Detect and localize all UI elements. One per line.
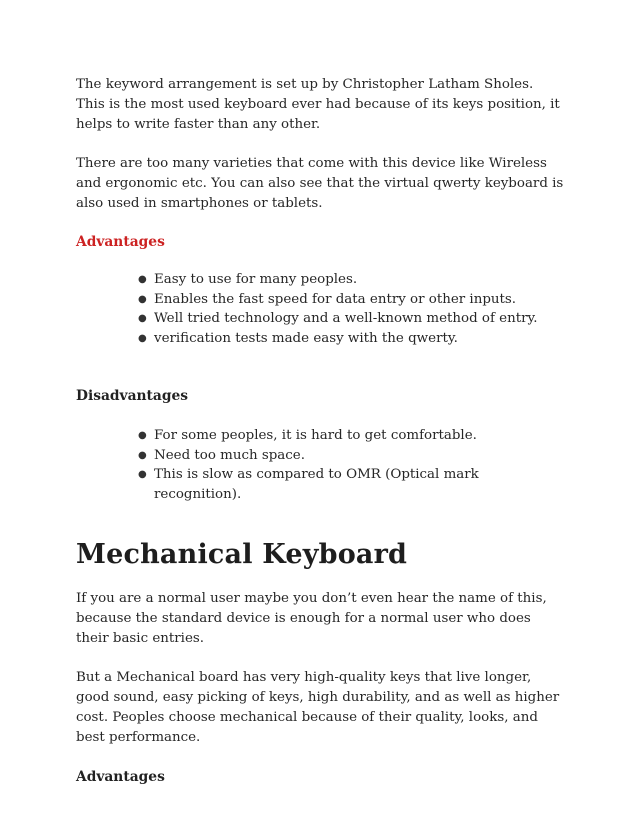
list-item-text: Easy to use for many peoples.	[154, 272, 358, 287]
list-item-text: Need too much space.	[154, 447, 305, 463]
paragraph-qwerty-history: The keyword arrangement is set up by Christopher Latham Sholes. This is the most used keyboard ever had because of its keys position, it helps to write faster than any other.	[76, 77, 560, 132]
mechanical-keyboard-title: Mechanical Keyboard	[76, 539, 408, 570]
list-item-text: Well tried technology and a well-known method of entry.	[154, 311, 538, 326]
list-item	[138, 329, 566, 349]
bullet-icon: ●	[138, 293, 147, 305]
mechanical-advantages-heading: Advantages	[76, 769, 165, 785]
list-item	[138, 446, 566, 466]
document-page	[76, 62, 566, 787]
disadvantages-list	[76, 426, 566, 504]
paragraph-mechanical-details: But a Mechanical board has very high-quality keys that live longer, good sound, easy picking of keys, high durability, and as well as higher cost. Peoples choose mechanical because of their quality, looks, and best performance.	[76, 670, 560, 745]
list-item	[138, 465, 566, 504]
list-item	[138, 270, 566, 290]
list-item	[138, 426, 566, 446]
list-item-text: verification tests made easy with the qwerty.	[154, 330, 458, 346]
bullet-icon: ●	[138, 469, 147, 480]
paragraph-qwerty-varieties: There are too many varieties that come with this device like Wireless and ergonomic etc. You can also see that the virtual qwerty keyboard is also used in smartphones or tablets.	[76, 156, 564, 211]
bullet-icon: ●	[138, 274, 147, 285]
list-item-text: Enables the fast speed for data entry or other inputs.	[154, 291, 517, 307]
bullet-icon: ●	[138, 332, 147, 344]
bullet-icon: ●	[138, 449, 147, 461]
bullet-icon: ●	[138, 430, 147, 441]
bullet-icon: ●	[138, 313, 147, 324]
list-item-text: For some peoples, it is hard to get comfortable.	[154, 428, 477, 443]
list-item	[138, 290, 566, 310]
advantages-heading: Advantages	[76, 234, 165, 250]
list-item	[138, 309, 566, 329]
list-item-text: This is slow as compared to OMR (Optical mark recognition).	[154, 467, 479, 502]
advantages-list	[76, 270, 566, 348]
disadvantages-heading: Disadvantages	[76, 388, 189, 404]
paragraph-mechanical-intro: If you are a normal user maybe you don’t even hear the name of this, because the standard device is enough for a normal user who does their basic entries.	[76, 591, 547, 646]
